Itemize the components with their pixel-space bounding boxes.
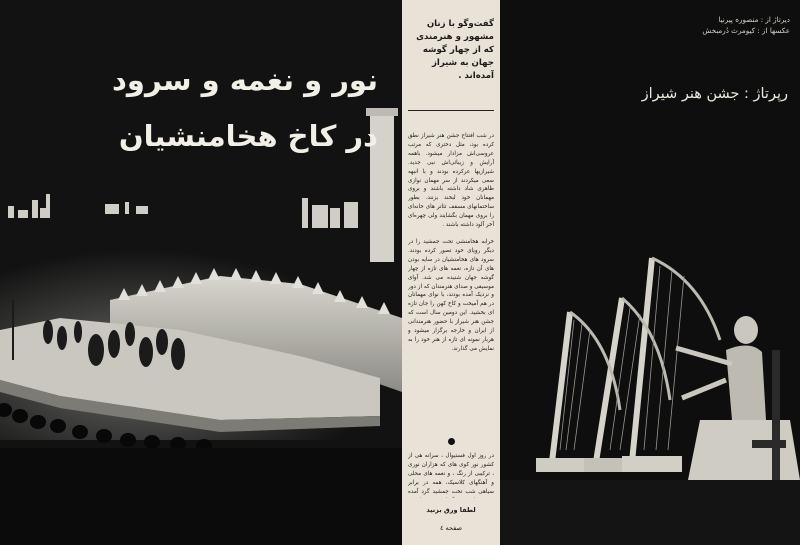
right-photo-page <box>500 0 800 545</box>
article-paragraph-3: در روز اول فستیوال ، سرانه هی از کشور نور کوی های که هزاران نوری ، ترکیبی از رنگ ، و نغمه های محلی و آهنگهای کلاسیک، همه در برابر سیاهی شب تخت جمشید گرد آمده <box>408 453 494 495</box>
headline-line-1: نور و نغمه و سرود <box>112 63 378 97</box>
article-column <box>402 0 500 545</box>
harpist-photo <box>500 0 800 545</box>
headline-line-2: در کاخ هخامنشیان <box>118 119 378 153</box>
page-number: صفحه ٤ <box>439 524 463 532</box>
credit-photographer: عکسها از : کیومرث دُرمبخش <box>702 26 790 35</box>
article-paragraph-1: در شب افتتاح جشن هنر شیراز نطق کرده بود، مثل دختری که مرتب عروسی‌اش مزادار میشود. باهمه آرایش و زیبائی‌اش نبی جدید. شیرازیها عرکرده بودند و با انبهه سعی میکردند از سر مهمان نوازی ظاهری شاد داشته باشند و بروی مهمانان خود لبخند بزنند. بطور ساختمانهای مسقف تئاتر های خانه‌ای را بروی مهمان بگشایند ولی چهره‌ای آخر آلود داشته باشند . <box>408 133 494 229</box>
credit-reporter: دیرتاژ از : منصوره پیرنیا <box>718 15 790 24</box>
bullet-dot-icon <box>448 438 455 445</box>
continue-note: لطفا ورق بزنید <box>426 506 476 514</box>
article-lead: گفت‌وگو با زنان مشهور و هنرمندی که از چهار گوشه جهان به شیراز آمده‌اند . <box>416 19 494 81</box>
column-divider <box>408 110 494 111</box>
credits <box>670 14 790 36</box>
report-title: رپرتاژ : جشن هنر شیراز <box>641 86 788 102</box>
headline <box>60 52 378 164</box>
article-paragraph-2: خرابه هخامنشی تحت جمشید را در دیگر رویای خود تصور کرده بودند. سرود های هخامنشیان در سایه بودن های آن تازه، نغمه های تازه از چهار گوشه جهان شنیده می شد. آوای موسیقی و صدای هنرمندان که از دور و نزدیک آمده بودند، با نوای مهمانان در هم آمیخت و کاخ کهن را جان تازه ای بخشید. این دومین سال است که جشن هنر شیراز با حضور هنرمندانی از ایران و خارجه برگزار میشود و هربار نمونه ای تازه از هنر خود را به نمایش می گذارند. <box>408 239 494 352</box>
